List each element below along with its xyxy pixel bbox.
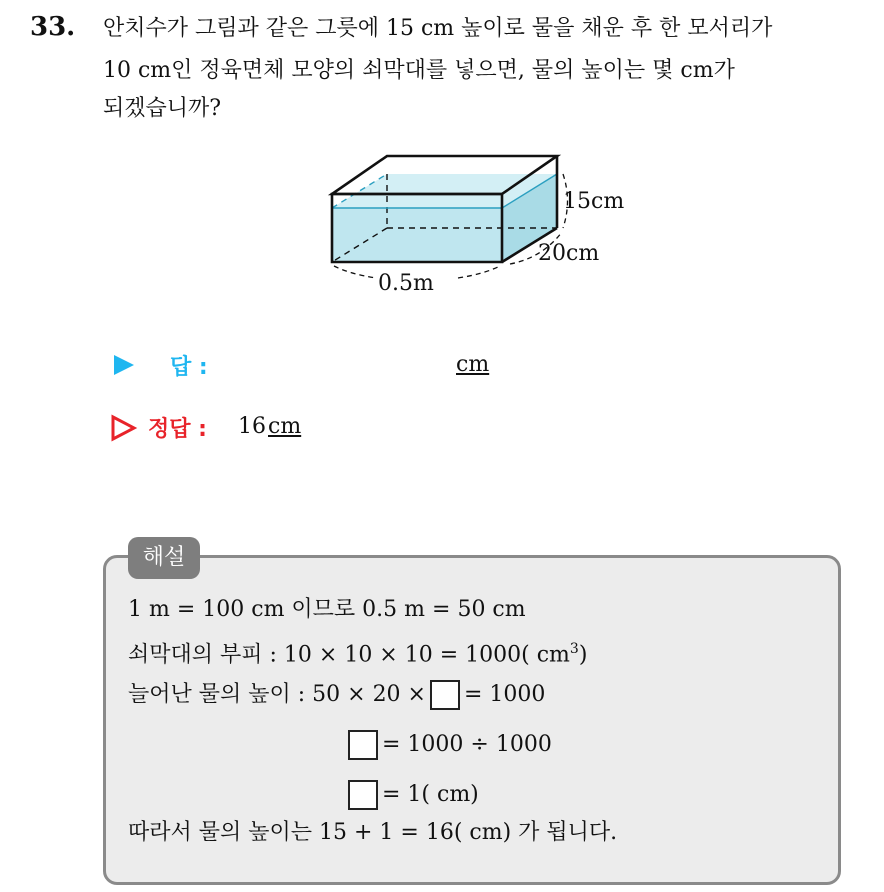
explanation-line-4: = 1000 ÷ 1000 (344, 730, 552, 760)
explanation-line-5: = 1( cm) (344, 780, 479, 810)
play-outline-icon (110, 414, 138, 442)
correct-answer (238, 414, 301, 439)
play-icon (112, 353, 136, 377)
correct-answer-label: 정답 : (148, 417, 207, 442)
answer-label: 답 : (170, 355, 208, 380)
blank-box (348, 730, 378, 760)
water-front (332, 208, 502, 262)
depth-label: 20cm (538, 241, 600, 266)
blank-box (430, 680, 460, 710)
answer-unit: cm (456, 352, 490, 377)
width-label: 0.5m (378, 271, 434, 296)
width-dimension-curve-right (458, 266, 500, 278)
explanation-tab: 해설 (128, 537, 200, 579)
question-text-line-1: 안치수가 그림과 같은 그릇에 15 cm 높이로 물을 채운 후 한 모서리가 (103, 16, 773, 41)
explanation-line-2: 쇠막대의 부피 : 10 × 10 × 10 = 1000( $cm^3$) (128, 641, 588, 668)
blank-box (348, 780, 378, 810)
explanation-line-6: 따라서 물의 높이는 15 + 1 = 16( cm) 가 됩니다. (128, 820, 618, 845)
question-text-line-3: 되겠습니까? (103, 96, 222, 121)
explanation-line-3: 늘어난 물의 높이 : 50 × 20 × = 1000 (128, 680, 545, 710)
width-dimension-curve-left (334, 266, 376, 278)
correct-answer-unit: cm (268, 414, 302, 439)
container-figure (320, 146, 650, 306)
height-label: 15cm (563, 189, 625, 214)
question-text-line-2: 10 cm인 정육면체 모양의 쇠막대를 넣으면, 물의 높이는 몇 cm가 (103, 58, 735, 83)
question-number: 33. (30, 12, 76, 42)
correct-answer-value: 16 (238, 414, 266, 439)
explanation-line-1: 1 m = 100 cm 이므로 0.5 m = 50 cm (128, 597, 526, 622)
